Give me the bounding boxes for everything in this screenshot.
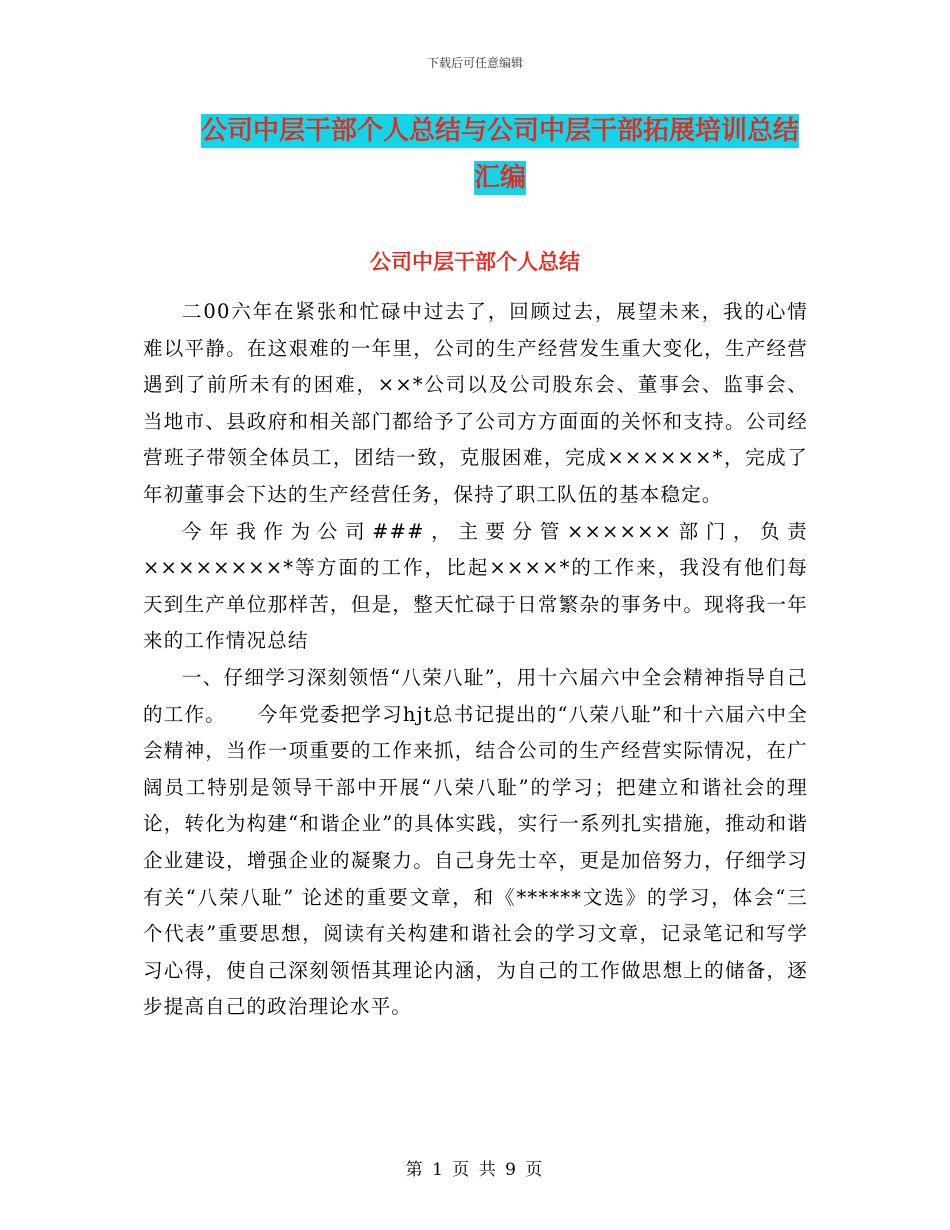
paragraph: 今年我作为公司###，主要分管××××××部门，负责××××××××*等方面的工作，比起××××*的工作来，我没有他们每天到生产单位那样苦，但是，整天忙碌于日常繁杂的事务中。现将我一年来的工作情况总结 [143, 519, 808, 653]
document-title-line1: 公司中层干部个人总结与公司中层干部拓展培训总结 [200, 116, 799, 146]
page-number: 第 1 页 共 9 页 [405, 1160, 545, 1180]
header-note: 下载后可任意编辑 [426, 56, 523, 70]
body-text [143, 294, 808, 1026]
document-title-line2: 汇编 [473, 163, 526, 193]
paragraph: 一、仔细学习深刻领悟“八荣八耻”，用十六届六中全会精神指导自己的工作。 今年党委把学习hjt总书记提出的“八荣八耻”和十六届六中全会精神，当作一项重要的工作来抓，结合公司的生产经营实际情况，在广阔员工特别是领导干部中开展“八荣八耻”的学习；把建立和谐社会的理论，转化为构建“和谐企业”的具体实践，实行一系列扎实措施，推动和谐企业建设，增强企业的凝聚力。自己身先士卒，更是加倍努力，仔细学习有关“八荣八耻” 论述的重要文章，和《******文选》的学习，体会“三个代表”重要思想，阅读有关构建和谐社会的学习文章，记录笔记和写学习心得，使自己深刻领悟其理论内涵，为自己的工作做思想上的储备，逐步提高自己的政治理论水平。 [143, 665, 808, 1019]
document-title [190, 108, 810, 202]
paragraph: 二00六年在紧张和忙碌中过去了，回顾过去，展望未来，我的心情难以平静。在这艰难的一年里，公司的生产经营发生重大变化，生产经营遇到了前所未有的困难，××*公司以及公司股东会、董事会、监事会、当地市、县政府和相关部门都给予了公司方方面面的关怀和支持。公司经营班子带领全体员工，团结一致，克服困难，完成××××××*，完成了年初董事会下达的生产经营任务，保持了职工队伍的基本稳定。 [143, 300, 808, 506]
section-title: 公司中层干部个人总结 [370, 250, 580, 274]
